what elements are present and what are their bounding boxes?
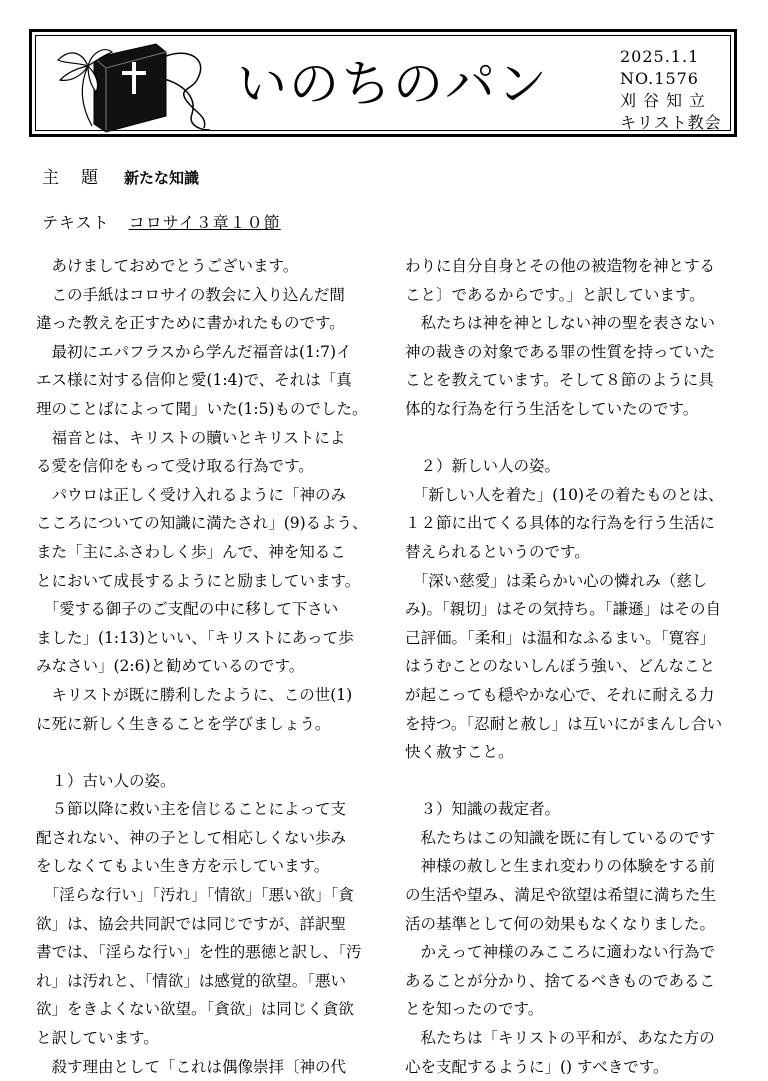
body-text-line: 快く赦すこと。 <box>405 743 514 762</box>
issue-date: 2025.1.1 <box>620 47 700 66</box>
body-text-line: み)。「親切」はその気持ち。「謙遜」はその自 <box>405 600 722 619</box>
body-text-line: とにおいて成長するようにと励ましています。 <box>36 571 361 590</box>
body-text-line: 理のことばによって聞」いた(1:5)ものでした。 <box>36 399 368 418</box>
body-text-line: の生活や望み、満足や欲望は希望に満ちた生 <box>405 886 716 905</box>
body-text-line: みなさい」(2:6)と勧めているのです。 <box>36 657 305 676</box>
body-text-line: こと〕であるからです。」と訳しています。 <box>405 285 705 304</box>
body-text-line: れ」は汚れと、「情欲」は感覚的欲望。「悪い <box>36 971 347 990</box>
body-text-line: 福音とは、キリストの贖いとキリストによ <box>36 428 346 447</box>
body-text-line: ２）新しい人の姿。 <box>405 457 561 476</box>
body-text-line: が起こっても穏やかな心で、それに耐える力 <box>405 685 715 704</box>
body-text-line <box>405 424 735 453</box>
body-text-line: とを知ったのです。 <box>405 1000 544 1019</box>
body-text-line: 心を支配するように」() すべきです。 <box>405 1057 669 1076</box>
body-text-line: 替えられるというのです。 <box>405 542 590 561</box>
body-text-line: エス様に対する信仰と愛(1:4)で、それは「真 <box>36 371 352 390</box>
issue-number: NO.1576 <box>620 69 699 88</box>
body-text-line: 欲」は、協会共同訳では同じですが、詳訳聖 <box>36 914 347 933</box>
body-text-line: 己評価。「柔和」は温和なふるまい。「寛容」 <box>405 628 716 647</box>
body-text-line: 書では、「淫らな行い」を性的悪徳と訳し、「汚 <box>36 943 362 962</box>
body-text-line: パウロは正しく受け入れるように「神のみ <box>36 485 347 504</box>
body-text-line: キリストが既に勝利したように、この世(1) <box>36 685 353 704</box>
body-text-line: 私たちはこの知識を既に有しているのです <box>405 828 716 847</box>
church-name-2: キリスト教会 <box>620 113 722 132</box>
body-text-line: 欲」をきよくない欲望。「貪欲」は同じく貪欲 <box>36 1000 354 1019</box>
body-text-line: 「愛する御子のご支配の中に移して下さい <box>36 600 339 619</box>
newsletter-title: いのちのパン <box>237 55 549 113</box>
body-text-line: をしなくてもよい生き方を示しています。 <box>36 857 330 876</box>
body-text-line: 私たちは「キリストの平和が、あなた方の <box>405 1029 715 1048</box>
body-text-line: 殺す理由として「これは偶像崇拝〔神の代 <box>36 1057 347 1076</box>
body-text-line: と訳しています。 <box>36 1029 159 1048</box>
body-text-line: あけましておめでとうございます。 <box>36 257 299 275</box>
theme-label: 主題 <box>42 168 120 188</box>
body-text-line: また「主にふさわしく歩」んで、神を知るこ <box>36 542 346 561</box>
body-text-line: 神の裁きの対象である罪の性質を持っていた <box>405 342 716 361</box>
body-text-line: 神様の赦しと生まれ変わりの体験をする前 <box>405 857 716 876</box>
body-text-line: わりに自分自身とその他の被造物を神とする <box>405 257 716 275</box>
bible-lily-icon <box>48 38 218 134</box>
body-text-line: を持つ。「忍耐と赦し」は互いにがまんし合い <box>405 714 723 733</box>
body-text-line: あることが分かり、捨てるべきものであるこ <box>405 971 716 990</box>
body-text-line: この手紙はコロサイの教会に入り込んだ間 <box>36 285 345 304</box>
body-text-line: 配されない、神の子として相応しくない歩み <box>36 828 347 847</box>
body-text-line: ３）知識の裁定者。 <box>405 800 561 819</box>
body-text-line: る愛を信仰をもって受け取る行為です。 <box>36 457 314 476</box>
body-text-line: に死に新しく生きることを学びましょう。 <box>36 714 331 733</box>
body-text-line: 「新しい人を着た」(10)その着たものとは、 <box>405 485 724 504</box>
scripture-reference <box>42 210 281 233</box>
body-text-line: ました」(1:13)といい、「キリストにあって歩 <box>36 628 354 647</box>
body-text-line: １２節に出てくる具体的な行為を行う生活に <box>405 514 716 533</box>
scripture-value: コロサイ３章１０節 <box>128 213 281 232</box>
left-column <box>36 252 366 1081</box>
body-text-line: 「淫らな行い」「汚れ」「情欲」「悪い欲」「貪 <box>36 886 354 905</box>
body-text-line: 体的な行為を行う生活をしていたのです。 <box>405 399 699 418</box>
body-text-line: 最初にエパフラスから学んだ福音は(1:7)イ <box>36 342 352 361</box>
body-text-line: ５節以降に救い主を信じることによって支 <box>36 800 347 819</box>
right-column <box>405 252 735 1081</box>
body-text-line: かえって神様のみこころに適わない行為で <box>405 943 716 962</box>
theme-value: 新たな知識 <box>124 169 200 187</box>
body-text-line: こころについての知識に満たされ」(9)るよう、 <box>36 514 368 533</box>
body-text-line: 「深い慈愛」は柔らかい心の憐れみ（慈し <box>405 571 708 590</box>
body-text-line: ことを教えています。そして８節のように具 <box>405 371 714 390</box>
body-text-line: 活の基準として何の効果もなくなりました。 <box>405 914 716 933</box>
body-text-line: 私たちは神を神としない神の聖を表さない <box>405 314 716 333</box>
body-text-line: はうむことのないしんぼう強い、どんなこと <box>405 657 716 676</box>
body-text-line: １）古い人の姿。 <box>36 771 176 790</box>
body-text-line <box>36 738 366 767</box>
body-text-line <box>405 767 735 796</box>
scripture-label: テキスト <box>42 213 110 232</box>
body-text-line: 違った教えを正すために書かれたものです。 <box>36 314 345 333</box>
church-name: 刈谷知立 <box>620 91 713 110</box>
sermon-theme <box>42 163 199 188</box>
issue-info <box>620 46 722 134</box>
newsletter-header <box>29 29 737 137</box>
